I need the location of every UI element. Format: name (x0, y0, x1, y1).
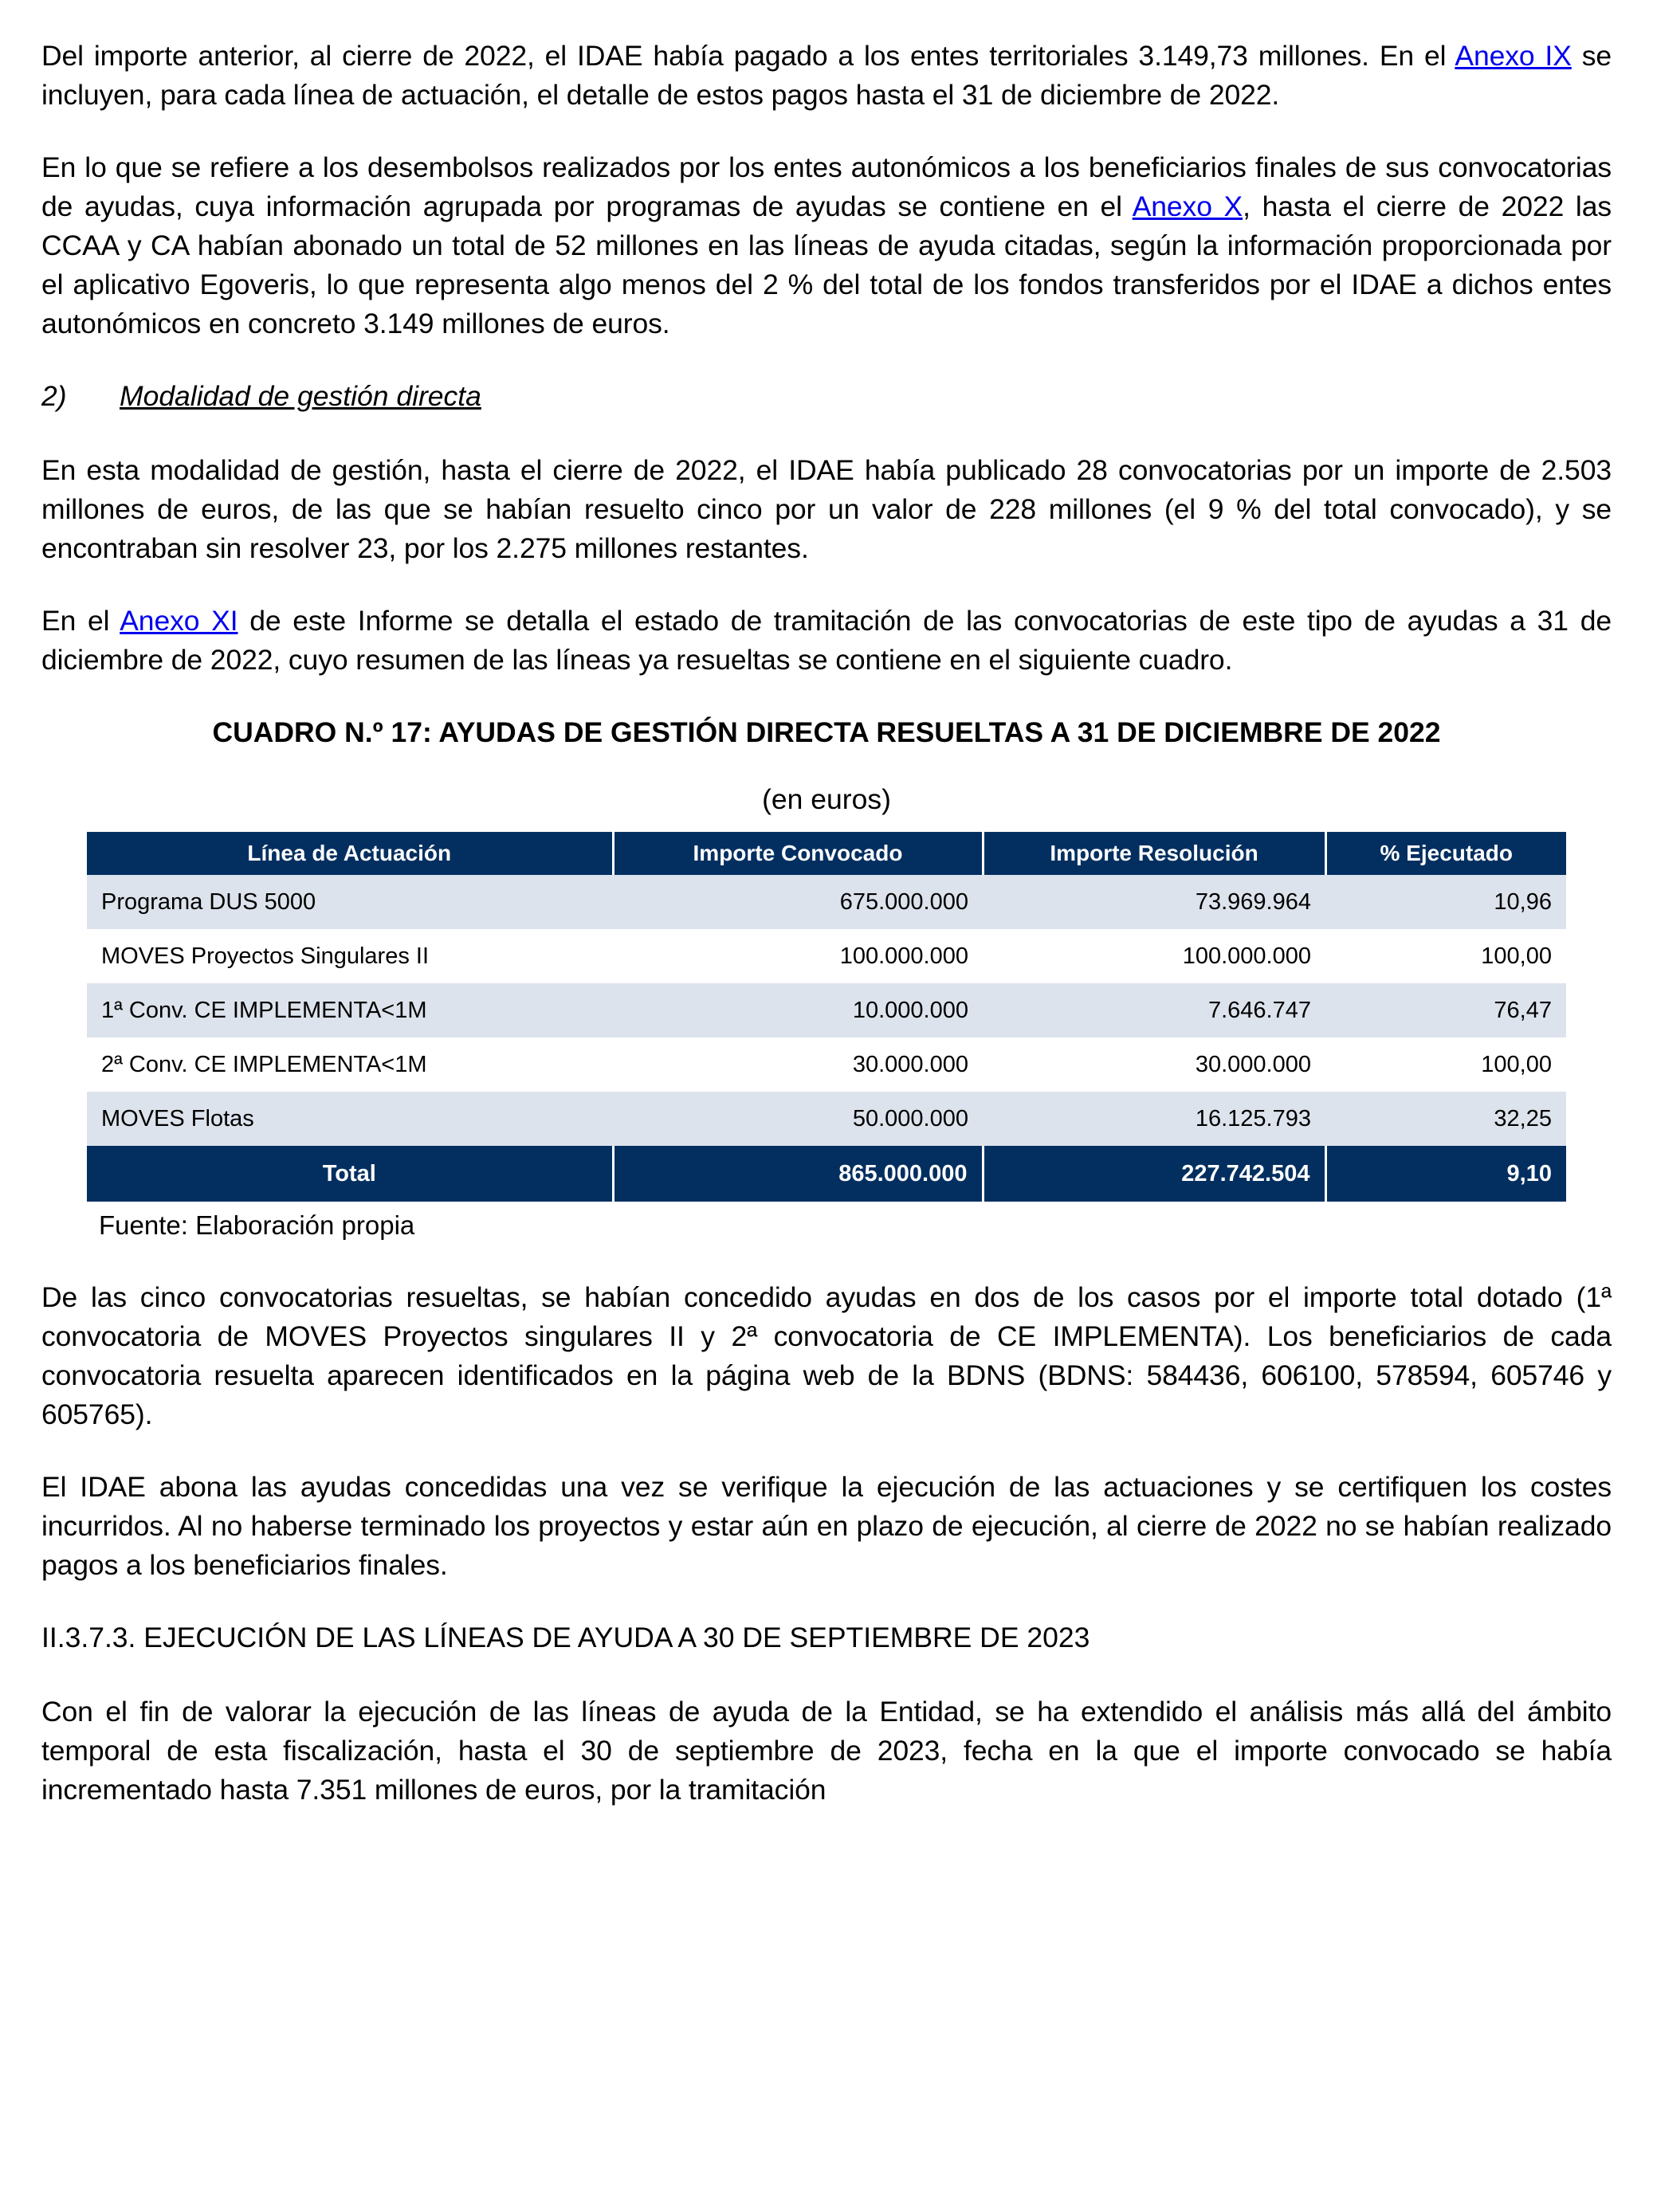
column-header-porcentaje-ejecutado: % Ejecutado (1325, 832, 1566, 875)
paragraph-1-text-before-link: Del importe anterior, al cierre de 2022, el IDAE había pagado a los entes territoriales 3.149,73 millones. En el (41, 40, 1455, 72)
cell-total-importe-convocado: 865.000.000 (613, 1146, 983, 1202)
paragraph-1 (41, 37, 1612, 115)
cell-porcentaje-ejecutado: 10,96 (1325, 875, 1566, 929)
cell-importe-resolucion: 30.000.000 (983, 1037, 1325, 1092)
table-source-note: Fuente: Elaboración propia (99, 1210, 415, 1240)
cell-total-porcentaje-ejecutado: 9,10 (1325, 1146, 1566, 1202)
cell-importe-resolucion: 73.969.964 (983, 875, 1325, 929)
paragraph-7: Con el fin de valorar la ejecución de las líneas de ayuda de la Entidad, se ha extendido el análisis más allá del ámbito temporal de esta fiscalización, hasta el 30 de septiembre de 2023, fecha en la que el importe convocado se había incrementado hasta 7.351 millones de euros, por la tramitación (41, 1696, 1612, 1806)
cell-importe-convocado: 10.000.000 (613, 983, 983, 1037)
table-row (87, 875, 1566, 929)
paragraph-2 (41, 148, 1612, 343)
paragraph-4 (41, 602, 1612, 680)
table-total-row (87, 1146, 1566, 1202)
cell-total-importe-resolucion: 227.742.504 (983, 1146, 1325, 1202)
cell-linea-actuacion: 2ª Conv. CE IMPLEMENTA<1M (87, 1037, 613, 1092)
anexo-xi-link[interactable]: Anexo XI (120, 605, 238, 637)
table-body (87, 875, 1566, 1146)
numbered-heading-number: 2) (41, 380, 67, 412)
cell-porcentaje-ejecutado: 76,47 (1325, 983, 1566, 1037)
cell-importe-convocado: 100.000.000 (613, 929, 983, 983)
column-header-linea-actuacion: Línea de Actuación (87, 832, 613, 875)
cell-porcentaje-ejecutado: 100,00 (1325, 1037, 1566, 1092)
paragraph-2-text-before-link: En lo que se refiere a los desembolsos realizados por los entes autonómicos a los beneficiarios finales de sus convocatorias de ayudas, cuya información agrupada por programas de ayudas se contiene en el (41, 151, 1612, 222)
paragraph-3: En esta modalidad de gestión, hasta el cierre de 2022, el IDAE había publicado 28 convocatorias por un importe de 2.503 millones de euros, de las que se habían resuelto cinco por un valor de 228 millones (el 9 % del total convocado), y se encontraban sin resolver 23, por los 2.275 millones restantes. (41, 454, 1612, 564)
anexo-x-link[interactable]: Anexo X (1132, 190, 1243, 222)
numbered-heading-text: Modalidad de gestión directa (120, 380, 481, 412)
paragraph-4-text-before-link: En el (41, 605, 120, 637)
cell-importe-convocado: 675.000.000 (613, 875, 983, 929)
cell-linea-actuacion: Programa DUS 5000 (87, 875, 613, 929)
table-header-row (87, 832, 1566, 875)
paragraph-2-text-after-link: , hasta el cierre de 2022 las CCAA y CA habían abonado un total de 52 millones en las líneas de ayuda citadas, según la información proporcionada por el aplicativo Egoveris, lo que representa algo menos del 2 % del total de los fondos transferidos por el IDAE a dichos entes autonómicos en concreto 3.149 millones de euros. (41, 190, 1612, 339)
table-units-label: (en euros) (762, 783, 891, 815)
anexo-ix-link[interactable]: Anexo IX (1455, 40, 1572, 72)
cell-linea-actuacion: 1ª Conv. CE IMPLEMENTA<1M (87, 983, 613, 1037)
section-heading: II.3.7.3. EJECUCIÓN DE LAS LÍNEAS DE AYUDA A 30 DE SEPTIEMBRE DE 2023 (41, 1622, 1090, 1653)
cell-total-label: Total (87, 1146, 613, 1202)
cell-importe-convocado: 50.000.000 (613, 1092, 983, 1146)
cell-importe-resolucion: 16.125.793 (983, 1092, 1325, 1146)
table-row (87, 929, 1566, 983)
table-title: CUADRO N.º 17: AYUDAS DE GESTIÓN DIRECTA RESUELTAS A 31 DE DICIEMBRE DE 2022 (212, 716, 1441, 748)
table-row (87, 1092, 1566, 1146)
ayudas-gestion-directa-table (87, 832, 1566, 1202)
paragraph-4-text-after-link: de este Informe se detalla el estado de tramitación de las convocatorias de este tipo de ayudas a 31 de diciembre de 2022, cuyo resumen de las líneas ya resueltas se contiene en el siguiente cuadro. (41, 605, 1612, 676)
cell-importe-convocado: 30.000.000 (613, 1037, 983, 1092)
table-row (87, 983, 1566, 1037)
cell-importe-resolucion: 7.646.747 (983, 983, 1325, 1037)
cell-linea-actuacion: MOVES Proyectos Singulares II (87, 929, 613, 983)
cell-importe-resolucion: 100.000.000 (983, 929, 1325, 983)
paragraph-5: De las cinco convocatorias resueltas, se habían concedido ayudas en dos de los casos por el importe total dotado (1ª convocatoria de MOVES Proyectos singulares II y 2ª convocatoria de CE IMPLEMENTA). Los beneficiarios de cada convocatoria resuelta aparecen identificados en la página web de la BDNS (BDNS: 584436, 606100, 578594, 605746 y 605765). (41, 1281, 1612, 1430)
paragraph-6: El IDAE abona las ayudas concedidas una vez se verifique la ejecución de las actuaciones y se certifiquen los costes incurridos. Al no haberse terminado los proyectos y estar aún en plazo de ejecución, al cierre de 2022 no se habían realizado pagos a los beneficiarios finales. (41, 1471, 1612, 1581)
table-row (87, 1037, 1566, 1092)
table-header (87, 832, 1566, 875)
paragraph-1-text-after-link: se incluyen, para cada línea de actuación, el detalle de estos pagos hasta el 31 de diciembre de 2022. (41, 40, 1612, 111)
numbered-heading (41, 377, 1612, 416)
column-header-importe-convocado: Importe Convocado (613, 832, 983, 875)
cell-porcentaje-ejecutado: 32,25 (1325, 1092, 1566, 1146)
column-header-importe-resolucion: Importe Resolución (983, 832, 1325, 875)
cell-linea-actuacion: MOVES Flotas (87, 1092, 613, 1146)
table-block (41, 713, 1612, 1243)
table-footer (87, 1146, 1566, 1202)
cell-porcentaje-ejecutado: 100,00 (1325, 929, 1566, 983)
